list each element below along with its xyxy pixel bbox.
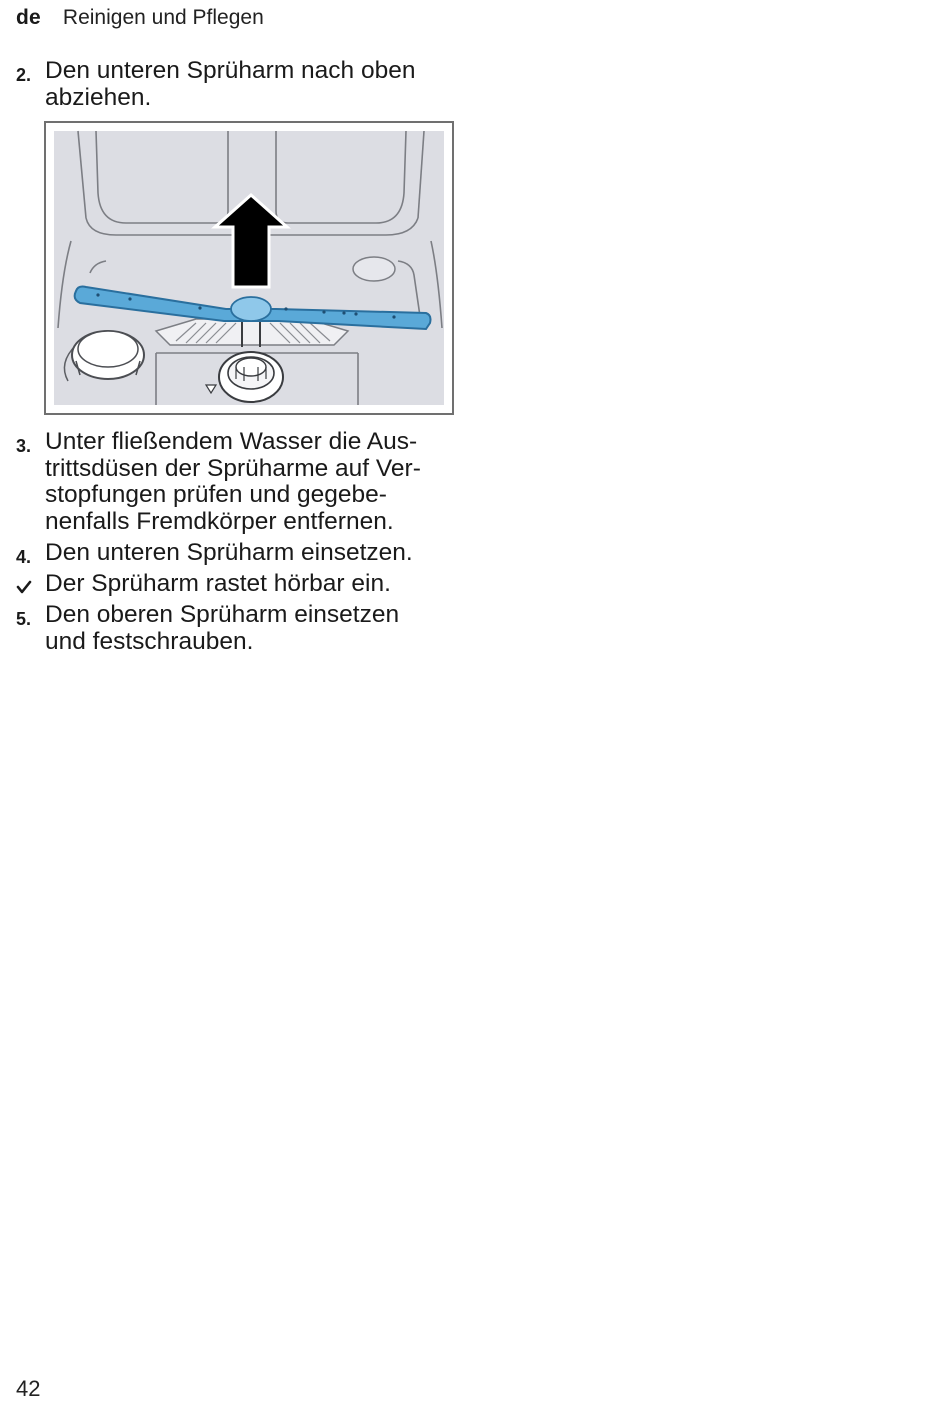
step-text-line: trittsdüsen der Sprüharme auf Ver- [45, 454, 421, 482]
step-text-line: Den oberen Sprüharm einsetzen [45, 601, 400, 628]
step-text-line: abziehen. [45, 83, 152, 111]
step-number: 3. [16, 436, 32, 456]
checkmark-icon [16, 571, 45, 602]
step-text-line: Der Sprüharm rastet hörbar ein. [45, 570, 391, 597]
step-text-line: stopfungen prüfen und gegebe- [45, 481, 387, 508]
step-4 [16, 540, 456, 571]
page-header [16, 6, 264, 36]
language-code: de [16, 6, 41, 29]
lower-spray-arm-removal-illustration [46, 123, 452, 413]
step-text [45, 571, 456, 602]
step-number: 4. [16, 547, 32, 567]
recess [353, 257, 395, 281]
step-text [45, 58, 456, 111]
step-text-line: Unter fließendem Wasser die Aus- [45, 428, 418, 455]
step-text [45, 429, 456, 535]
spray-arm-illustration [44, 121, 454, 415]
step-number: 5. [16, 609, 32, 629]
step-text-line: Den unteren Sprüharm nach oben [45, 57, 416, 84]
step-text [45, 602, 456, 655]
step-text-line: nenfalls Fremdkörper entfernen. [45, 507, 394, 535]
checkmark-icon-svg [16, 579, 32, 595]
step-5 [16, 602, 456, 655]
step-text-line: und festschrauben. [45, 627, 254, 655]
step-3 [16, 429, 456, 535]
step-text-line: Den unteren Sprüharm einsetzen. [45, 539, 413, 566]
step-number: 2. [16, 65, 32, 85]
step-result [16, 571, 456, 602]
step-text [45, 540, 456, 571]
page-number: 42 [16, 1376, 41, 1401]
step-2 [16, 58, 456, 111]
section-title: Reinigen und Pflegen [62, 6, 264, 29]
